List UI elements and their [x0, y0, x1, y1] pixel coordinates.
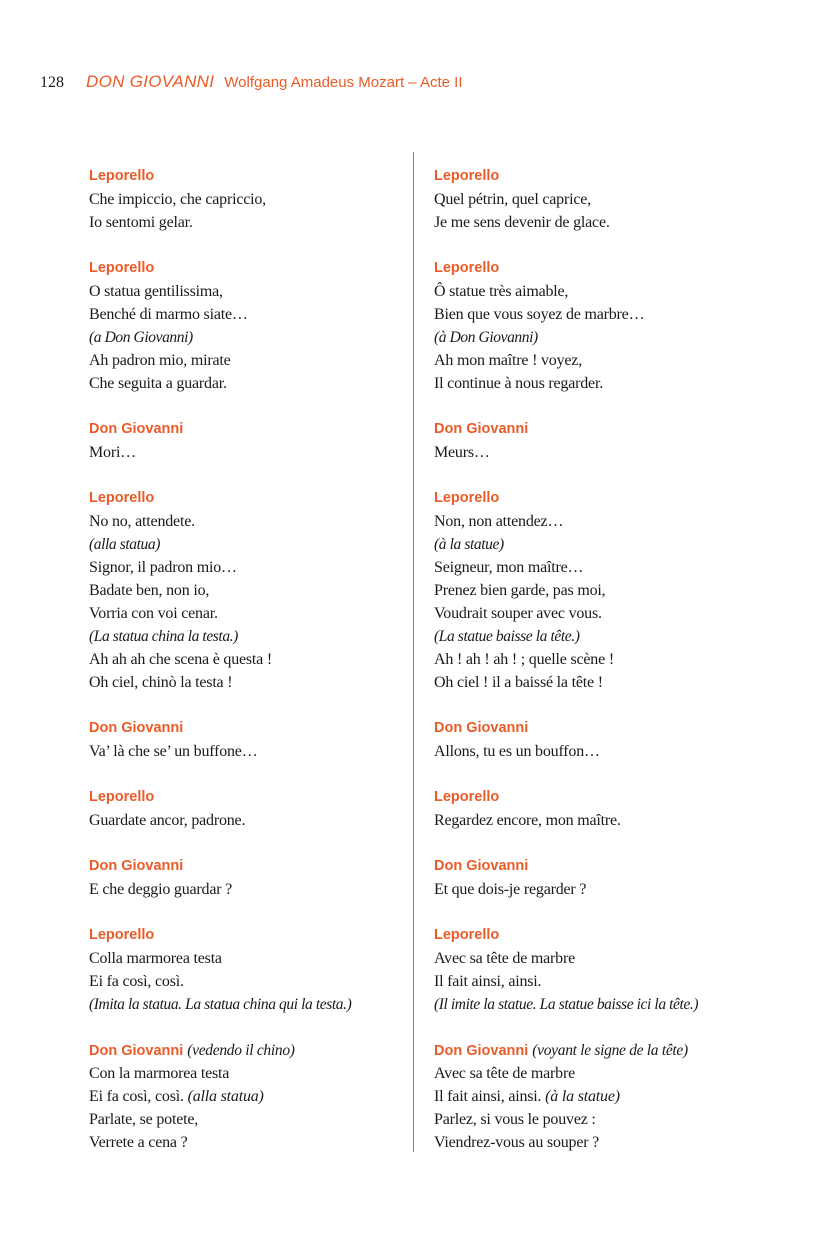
speaker-line — [434, 717, 814, 740]
line-text: Vorria con voi cenar. — [89, 605, 218, 622]
speaker-name: Leporello — [89, 260, 155, 276]
line-text: Con la marmorea testa — [89, 1065, 230, 1082]
stage-direction — [434, 993, 814, 1016]
verse-line — [89, 970, 469, 993]
italian-libretto-column — [89, 165, 469, 1177]
line-text: Ô statue très aimable, — [434, 283, 569, 300]
line-text: E che deggio guardar ? — [89, 881, 233, 898]
dialogue-block — [89, 487, 469, 694]
line-text: (Imita la statua. La statua china qui la testa.) — [89, 996, 352, 1013]
line-text: Parlate, se potete, — [89, 1111, 199, 1128]
line-text: Parlez, si vous le pouvez : — [434, 1111, 596, 1128]
verse-line — [89, 556, 469, 579]
speaker-line — [434, 786, 814, 809]
verse-line — [89, 740, 469, 763]
line-text: Et que dois-je regarder ? — [434, 881, 587, 898]
verse-line — [434, 579, 814, 602]
speaker-name: Leporello — [89, 927, 155, 943]
line-text: Avec sa tête de marbre — [434, 1065, 575, 1082]
stage-direction — [434, 533, 814, 556]
verse-line — [89, 280, 469, 303]
verse-line — [89, 878, 469, 901]
verse-line — [89, 441, 469, 464]
speaker-name: Don Giovanni — [89, 1043, 184, 1059]
line-text: Il fait ainsi, ainsi. — [434, 973, 542, 990]
opera-subtitle: Wolfgang Amadeus Mozart – Acte II — [224, 74, 463, 91]
dialogue-block — [89, 418, 469, 464]
dialogue-block — [89, 165, 469, 234]
speaker-name: Don Giovanni — [89, 720, 184, 736]
verse-line — [89, 947, 469, 970]
line-text: Va’ là che se’ un buffone… — [89, 743, 258, 760]
line-text: Mori… — [89, 444, 137, 461]
line-text: Allons, tu es un bouffon… — [434, 743, 600, 760]
verse-line — [89, 510, 469, 533]
verse-line — [89, 1062, 469, 1085]
stage-direction — [89, 993, 469, 1016]
line-text: Che seguita a guardar. — [89, 375, 227, 392]
line-text: Ei fa così, così. — [89, 973, 184, 990]
verse-line — [434, 349, 814, 372]
verse-line — [89, 602, 469, 625]
verse-line — [89, 372, 469, 395]
verse-line — [434, 970, 814, 993]
dialogue-block — [434, 1039, 814, 1154]
line-text: Ah padron mio, mirate — [89, 352, 231, 369]
line-text: Badate ben, non io, — [89, 582, 210, 599]
line-text: O statua gentilissima, — [89, 283, 223, 300]
speaker-line — [89, 487, 469, 510]
verse-line — [434, 211, 814, 234]
speaker-line — [434, 165, 814, 188]
speaker-line — [434, 855, 814, 878]
verse-line — [89, 809, 469, 832]
verse-line — [434, 510, 814, 533]
speaker-line — [434, 257, 814, 280]
dialogue-block — [89, 717, 469, 763]
dialogue-block — [434, 924, 814, 1016]
speaker-line — [89, 717, 469, 740]
verse-line — [434, 441, 814, 464]
speaker-name: Don Giovanni — [89, 858, 184, 874]
dialogue-block — [434, 717, 814, 763]
line-text: Verrete a cena ? — [89, 1134, 188, 1151]
line-text: Non, non attendez… — [434, 513, 564, 530]
stage-direction — [434, 625, 814, 648]
line-text: Ah ! ah ! ah ! ; quelle scène ! — [434, 651, 614, 668]
page-number: 128 — [40, 74, 64, 91]
speaker-name: Leporello — [434, 927, 500, 943]
verse-line — [434, 648, 814, 671]
speaker-line — [434, 924, 814, 947]
line-text: (La statua china la testa.) — [89, 628, 238, 645]
line-text: Voudrait souper avec vous. — [434, 605, 602, 622]
stage-direction — [89, 326, 469, 349]
verse-line — [89, 648, 469, 671]
line-text: (Il imite la statue. La statue baisse ici la tête.) — [434, 996, 699, 1013]
dialogue-block — [89, 786, 469, 832]
dialogue-block — [434, 855, 814, 901]
speaker-line — [89, 924, 469, 947]
line-text: (a Don Giovanni) — [89, 329, 193, 346]
line-text: No no, attendete. — [89, 513, 195, 530]
verse-line — [434, 740, 814, 763]
verse-line — [434, 1085, 814, 1108]
verse-line — [434, 671, 814, 694]
verse-line — [434, 303, 814, 326]
line-text: Il continue à nous regarder. — [434, 375, 604, 392]
speaker-line — [89, 786, 469, 809]
line-text: Guardate ancor, padrone. — [89, 812, 246, 829]
stage-direction — [434, 326, 814, 349]
french-translation-column — [434, 165, 814, 1177]
line-text: (à la statue) — [434, 536, 504, 553]
verse-line — [434, 809, 814, 832]
speaker-name: Leporello — [434, 490, 500, 506]
dialogue-block — [434, 418, 814, 464]
speaker-name: Don Giovanni — [434, 1043, 529, 1059]
speaker-name: Don Giovanni — [89, 421, 184, 437]
line-text: Seigneur, mon maître… — [434, 559, 584, 576]
speaker-name: Leporello — [434, 789, 500, 805]
dialogue-block — [434, 487, 814, 694]
line-text: (La statue baisse la tête.) — [434, 628, 580, 645]
speaker-name: Don Giovanni — [434, 421, 529, 437]
speaker-name: Leporello — [89, 168, 155, 184]
verse-line — [434, 1131, 814, 1154]
stage-direction — [89, 625, 469, 648]
line-text: Io sentomi gelar. — [89, 214, 193, 231]
line-text: (alla statua) — [89, 536, 161, 553]
dialogue-block — [434, 257, 814, 395]
speaker-line — [89, 1039, 469, 1062]
speaker-name: Leporello — [434, 168, 500, 184]
line-text: (à Don Giovanni) — [434, 329, 538, 346]
stage-direction: (voyant le signe de la tête) — [532, 1042, 688, 1059]
verse-line — [434, 188, 814, 211]
stage-direction: (alla statua) — [187, 1088, 264, 1105]
line-text: Regardez encore, mon maître. — [434, 812, 621, 829]
verse-line — [89, 1085, 469, 1108]
speaker-line — [434, 418, 814, 441]
line-text: Che impiccio, che capriccio, — [89, 191, 266, 208]
line-text: Colla marmorea testa — [89, 950, 222, 967]
speaker-line — [89, 257, 469, 280]
speaker-name: Don Giovanni — [434, 720, 529, 736]
verse-line — [434, 556, 814, 579]
line-text: Quel pétrin, quel caprice, — [434, 191, 591, 208]
speaker-line — [434, 1039, 814, 1062]
speaker-name: Leporello — [89, 789, 155, 805]
running-header — [40, 72, 462, 93]
line-text: Ah mon maître ! voyez, — [434, 352, 582, 369]
verse-line — [89, 188, 469, 211]
verse-line — [89, 579, 469, 602]
verse-line — [434, 372, 814, 395]
speaker-name: Don Giovanni — [434, 858, 529, 874]
dialogue-block — [434, 165, 814, 234]
speaker-line — [89, 855, 469, 878]
speaker-name: Leporello — [89, 490, 155, 506]
line-text: Oh ciel ! il a baissé la tête ! — [434, 674, 603, 691]
verse-line — [434, 1062, 814, 1085]
speaker-line — [89, 418, 469, 441]
line-text: Benché di marmo siate… — [89, 306, 248, 323]
verse-line — [89, 1131, 469, 1154]
line-text: Bien que vous soyez de marbre… — [434, 306, 645, 323]
verse-line — [89, 211, 469, 234]
line-text: Prenez bien garde, pas moi, — [434, 582, 606, 599]
dialogue-block — [89, 924, 469, 1016]
verse-line — [434, 1108, 814, 1131]
opera-title: DON GIOVANNI — [86, 72, 215, 91]
line-text: Ei fa così, così. — [89, 1088, 184, 1105]
verse-line — [434, 280, 814, 303]
line-text: Ah ah ah che scena è questa ! — [89, 651, 272, 668]
dialogue-block — [89, 1039, 469, 1154]
verse-line — [434, 602, 814, 625]
verse-line — [434, 878, 814, 901]
dialogue-block — [89, 257, 469, 395]
dialogue-block — [434, 786, 814, 832]
speaker-name: Leporello — [434, 260, 500, 276]
verse-line — [89, 1108, 469, 1131]
line-text: Je me sens devenir de glace. — [434, 214, 610, 231]
line-text: Meurs… — [434, 444, 490, 461]
dialogue-block — [89, 855, 469, 901]
verse-line — [434, 947, 814, 970]
line-text: Avec sa tête de marbre — [434, 950, 575, 967]
line-text: Oh ciel, chinò la testa ! — [89, 674, 233, 691]
verse-line — [89, 349, 469, 372]
stage-direction: (à la statue) — [545, 1088, 620, 1105]
stage-direction — [89, 533, 469, 556]
speaker-line — [434, 487, 814, 510]
verse-line — [89, 303, 469, 326]
speaker-line — [89, 165, 469, 188]
stage-direction: (vedendo il chino) — [187, 1042, 295, 1059]
line-text: Il fait ainsi, ainsi. — [434, 1088, 542, 1105]
verse-line — [89, 671, 469, 694]
line-text: Signor, il padron mio… — [89, 559, 237, 576]
line-text: Viendrez-vous au souper ? — [434, 1134, 600, 1151]
